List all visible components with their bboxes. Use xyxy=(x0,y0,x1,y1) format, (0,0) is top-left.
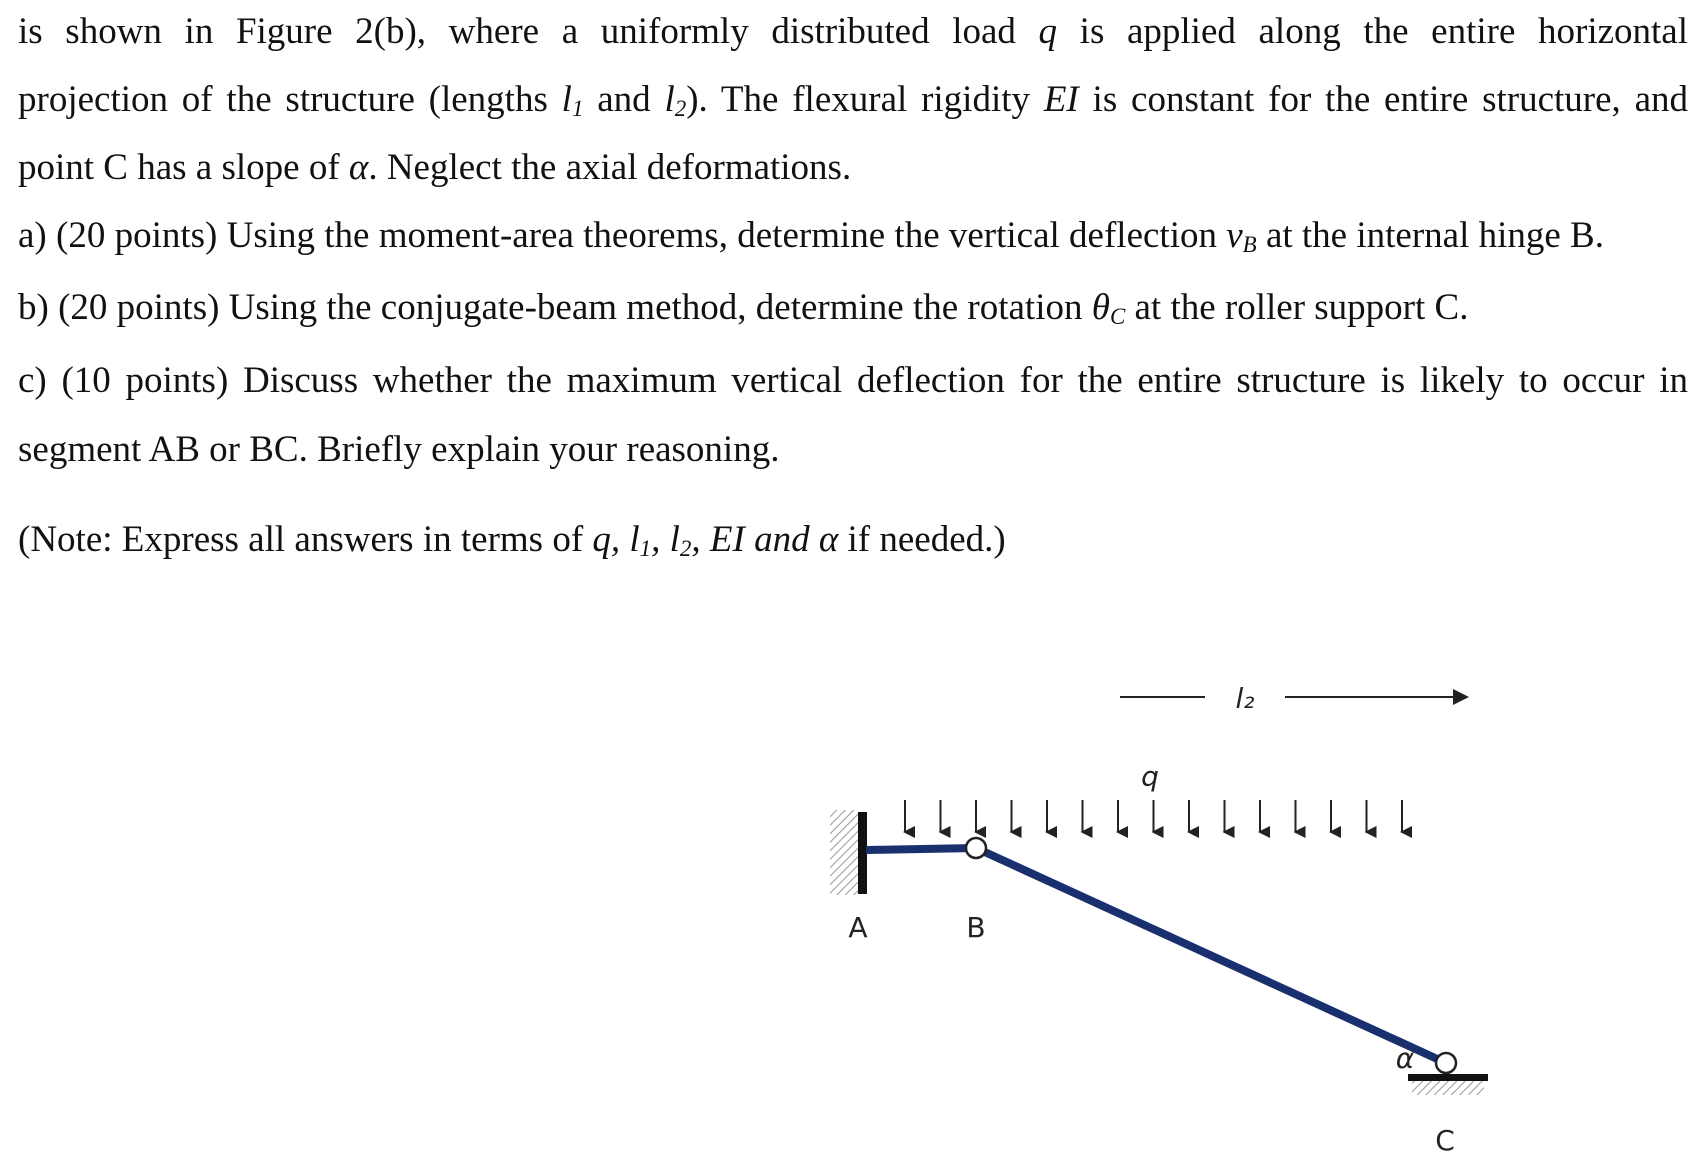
question-c-line-2: segment AB or BC. Briefly explain your reasoning. xyxy=(18,429,780,470)
question-c-line-1: c) (10 points) Discuss whether the maximum vertical deflection for the entire structure is likely to occur in xyxy=(18,360,1688,401)
roller-support-C xyxy=(1408,1053,1488,1095)
load-label: q xyxy=(1141,760,1159,793)
question-b: b) (20 points) Using the conjugate-beam method, determine the rotation $\theta_C$ at the roller support C. xyxy=(18,287,1469,330)
intro-line-3: point C has a slope of α. Neglect the axial deformations. xyxy=(18,147,852,188)
intro-line-1: is shown in Figure 2(b), where a uniformly distributed load q is applied along the entire horizontal xyxy=(18,11,1688,52)
hinge-B xyxy=(966,838,986,858)
label-alpha: α xyxy=(1395,1042,1415,1075)
label-A: A xyxy=(848,911,868,944)
span-label: l₂ xyxy=(1235,682,1255,715)
question-a: a) (20 points) Using the moment-area theorems, determine the vertical deflection $v_B$ at the internal hinge B. xyxy=(18,215,1604,258)
member-BC xyxy=(976,848,1446,1063)
span-dimension xyxy=(1120,682,1465,715)
label-B: B xyxy=(966,911,986,944)
fixed-support-A xyxy=(830,810,867,895)
intro-line-2: projection of the structure (lengths $l_1$ and $l_2$). The flexural rigidity EI is constant for the entire structure, and xyxy=(18,79,1688,122)
label-C: C xyxy=(1435,1124,1455,1157)
distributed-load xyxy=(905,800,1402,832)
note: (Note: Express all answers in terms of q, $l_1$, $l_2$, EI and α if needed.) xyxy=(18,519,1006,562)
member-AB xyxy=(866,848,976,850)
